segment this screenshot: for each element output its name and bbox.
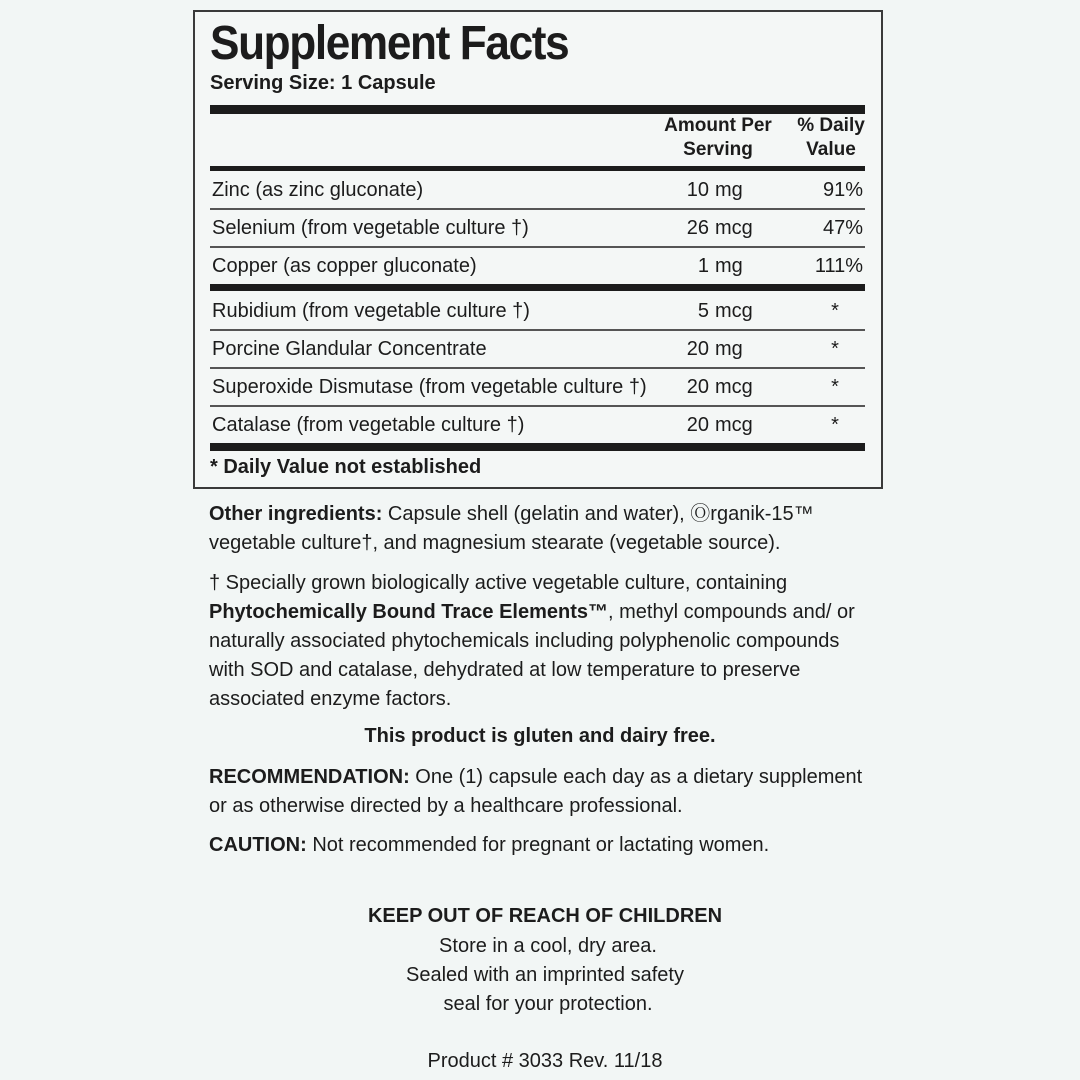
table-row — [210, 368, 865, 404]
nutrient-name: Catalase (from vegetable culture †) — [212, 414, 525, 436]
culture-note — [209, 569, 869, 714]
gluten-dairy-note: This product is gluten and dairy free. — [364, 725, 716, 747]
table-row — [210, 209, 865, 245]
serving-size: Serving Size: 1 Capsule — [210, 72, 436, 94]
recommendation-text: One (1) capsule each day as a dietary supplement or as otherwise directed by a healthcare professional. — [209, 766, 863, 817]
nutrient-amount: 20 — [686, 414, 709, 436]
header-dv-line1: % Daily — [797, 115, 865, 136]
divider-bottom — [210, 443, 865, 451]
nutrient-dv: 47% — [822, 217, 863, 239]
table-row — [210, 292, 865, 328]
nutrient-dv: 111% — [814, 255, 863, 277]
storage-line: seal for your protection. — [443, 993, 653, 1015]
other-ingredients-text: Capsule shell (gelatin and water), Ⓞrganik-15™ vegetable culture†, and magnesium stearate (vegetable source). — [209, 503, 814, 554]
header-daily-value — [791, 114, 871, 162]
culture-note-bold: Phytochemically Bound Trace Elements™ — [209, 601, 609, 623]
nutrient-unit: mcg — [715, 300, 753, 322]
nutrient-dv: * — [831, 376, 839, 398]
product-code: Product # 3033 Rev. 11/18 — [427, 1050, 663, 1072]
storage-line: Sealed with an imprinted safety — [406, 964, 684, 986]
header-amount-line2: Serving — [683, 139, 753, 160]
divider-section — [210, 284, 865, 291]
table-row — [210, 171, 865, 207]
nutrient-amount: 10 — [686, 179, 709, 201]
recommendation-label: RECOMMENDATION: — [209, 766, 410, 788]
nutrient-name: Superoxide Dismutase (from vegetable culture †) — [212, 376, 647, 398]
nutrient-name: Porcine Glandular Concentrate — [212, 338, 487, 360]
table-row — [210, 330, 865, 366]
nutrient-unit: mcg — [715, 414, 753, 436]
nutrient-name: Selenium (from vegetable culture †) — [212, 217, 529, 239]
header-amount-line1: Amount Per — [664, 115, 772, 136]
nutrient-name: Copper (as copper gluconate) — [212, 255, 477, 277]
header-amount — [663, 114, 773, 162]
nutrient-dv: * — [831, 300, 839, 322]
nutrient-dv: 91% — [822, 179, 863, 201]
caution-label: CAUTION: — [209, 834, 307, 856]
divider-thick — [210, 105, 865, 114]
nutrient-unit: mg — [715, 179, 743, 201]
nutrient-amount: 1 — [697, 255, 709, 277]
nutrient-amount: 5 — [697, 300, 709, 322]
nutrient-unit: mg — [715, 338, 743, 360]
nutrient-name: Zinc (as zinc gluconate) — [212, 179, 424, 201]
other-ingredients-label: Other ingredients: — [209, 503, 383, 525]
storage-heading: KEEP OUT OF REACH OF CHILDREN — [367, 905, 723, 927]
header-dv-line2: Value — [806, 139, 856, 160]
recommendation — [209, 763, 869, 821]
nutrient-unit: mg — [715, 255, 743, 277]
facts-title: Supplement Facts — [210, 17, 569, 70]
culture-note-prefix: † Specially grown biologically active vegetable culture, containing — [209, 572, 788, 594]
storage-line: Store in a cool, dry area. — [439, 935, 657, 957]
table-row — [210, 247, 865, 283]
nutrient-amount: 20 — [686, 338, 709, 360]
supplement-facts-panel — [193, 10, 883, 489]
other-ingredients — [209, 500, 869, 558]
nutrient-name: Rubidium (from vegetable culture †) — [212, 300, 530, 322]
nutrient-unit: mcg — [715, 217, 753, 239]
culture-note-suffix: , methyl compounds and/ or naturally associated phytochemicals including polyphenolic compounds with SOD and catalase, dehydrated at low temperature to preserve associated enzyme factors. — [209, 601, 855, 710]
table-row — [210, 406, 865, 442]
nutrient-dv: * — [831, 414, 839, 436]
nutrient-amount: 26 — [686, 217, 709, 239]
caution — [209, 831, 869, 860]
daily-value-footnote: * Daily Value not established — [210, 456, 482, 478]
caution-text: Not recommended for pregnant or lactating women. — [306, 834, 770, 856]
nutrient-unit: mcg — [715, 376, 753, 398]
nutrient-amount: 20 — [686, 376, 709, 398]
nutrient-dv: * — [831, 338, 839, 360]
